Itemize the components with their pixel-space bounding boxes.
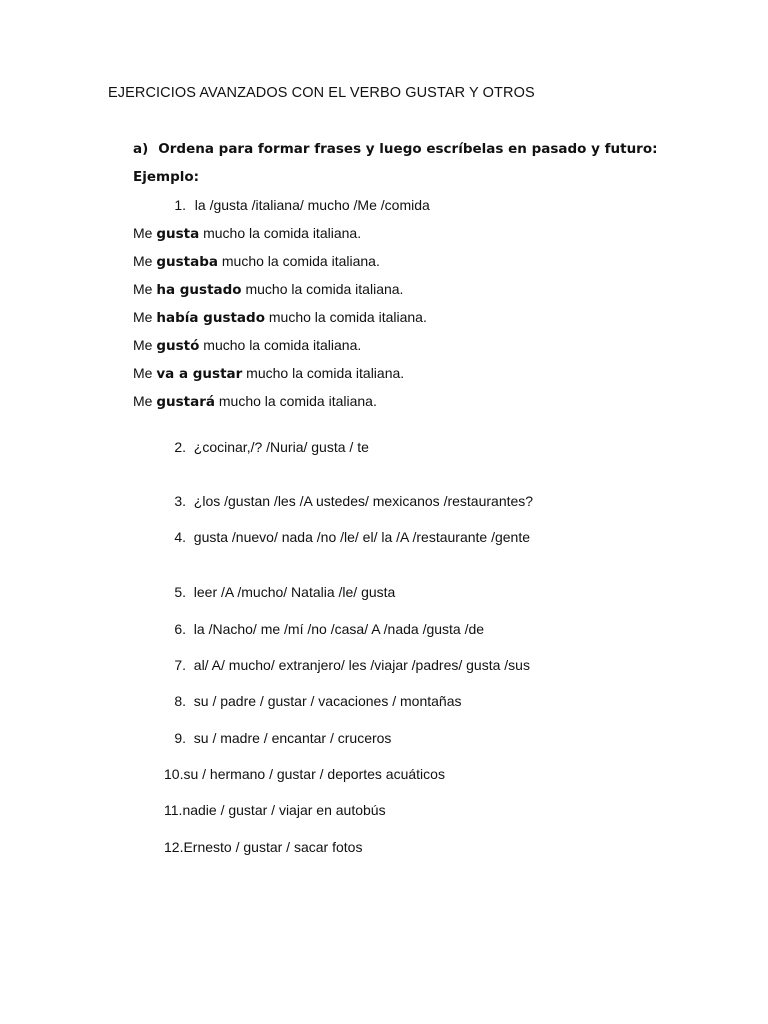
item-number: 6. [174, 621, 186, 637]
sentence-start: Me [133, 337, 157, 353]
sentence-end: mucho la comida italiana. [241, 281, 404, 297]
exercise-item [164, 584, 395, 600]
sentence-start: Me [133, 309, 157, 325]
sentence-end: mucho la comida italiana. [199, 337, 362, 353]
item-text: leer /A /mucho/ Natalia /le/ gusta [193, 584, 396, 600]
sentence-end: mucho la comida italiana. [199, 225, 362, 241]
sentence-end: mucho la comida italiana. [242, 365, 405, 381]
item-number: 11. [164, 802, 183, 818]
section-a-letter: a) [133, 141, 149, 157]
item-number: 7. [174, 657, 186, 673]
item-text: la /Nacho/ me /mí /no /casa/ A /nada /gusta /de [193, 621, 485, 637]
item-text: gusta /nuevo/ nada /no /le/ el/ la /A /restaurante /gente [193, 529, 531, 545]
page-title: EJERCICIOS AVANZADOS CON EL VERBO GUSTAR Y OTROS [108, 85, 535, 101]
item-number: 5. [174, 584, 186, 600]
example-label: Ejemplo: [133, 169, 200, 185]
item-text: al/ A/ mucho/ extranjero/ les /viajar /padres/ gusta /sus [193, 657, 530, 673]
conjugation-line [133, 281, 403, 298]
exercise-item [164, 693, 461, 709]
item-text: Ernesto / gustar / sacar fotos [183, 839, 363, 855]
exercise-item [164, 621, 484, 637]
verb-form: gustó [156, 338, 200, 354]
sentence-end: mucho la comida italiana. [214, 393, 377, 409]
conjugation-line [133, 337, 361, 354]
conjugation-line [133, 225, 361, 242]
item-text: la /gusta /italiana/ mucho /Me /comida [194, 197, 430, 213]
item-number: 4. [174, 529, 186, 545]
sentence-start: Me [133, 393, 157, 409]
sentence-start: Me [133, 225, 157, 241]
exercise-item [164, 439, 369, 455]
section-a-heading [133, 141, 658, 157]
sentence-end: mucho la comida italiana. [218, 253, 380, 269]
sentence-start: Me [133, 281, 157, 297]
verb-form: gustaba [156, 254, 218, 270]
item-text: su / madre / encantar / cruceros [193, 730, 392, 746]
sentence-start: Me [133, 365, 157, 381]
exercise-item [164, 730, 391, 746]
conjugation-line [133, 365, 404, 382]
item-number: 12. [164, 839, 184, 855]
item-number: 8. [174, 693, 186, 709]
exercise-item [164, 657, 530, 673]
conjugation-line [133, 393, 377, 410]
verb-form: gusta [156, 226, 200, 242]
item-text: ¿los /gustan /les /A ustedes/ mexicanos /restaurantes? [193, 493, 534, 509]
item-number: 9. [174, 730, 186, 746]
item-number: 2. [174, 439, 186, 455]
sentence-start: Me [133, 253, 157, 269]
verb-form: va a gustar [156, 366, 243, 382]
item-text: su / padre / gustar / vacaciones / montañas [193, 693, 462, 709]
exercise-item [164, 493, 533, 509]
conjugation-line [133, 309, 427, 326]
sentence-end: mucho la comida italiana. [264, 309, 427, 325]
verb-form: gustará [156, 394, 215, 410]
section-a-instruction: Ordena para formar frases y luego escríbelas en pasado y futuro: [158, 141, 658, 157]
example-item [164, 197, 430, 213]
exercise-item [164, 766, 445, 782]
exercise-item [164, 802, 386, 818]
item-text: su / hermano / gustar / deportes acuáticos [183, 766, 445, 782]
item-text: nadie / gustar / viajar en autobús [182, 802, 386, 818]
verb-form: había gustado [156, 310, 265, 326]
item-number: 3. [174, 493, 186, 509]
conjugation-line [133, 253, 380, 270]
verb-form: ha gustado [156, 282, 242, 298]
exercise-item [164, 839, 362, 855]
item-number: 1. [174, 197, 186, 213]
exercise-item [164, 529, 530, 545]
item-number: 10. [164, 766, 184, 782]
item-text: ¿cocinar,/? /Nuria/ gusta / te [193, 439, 369, 455]
